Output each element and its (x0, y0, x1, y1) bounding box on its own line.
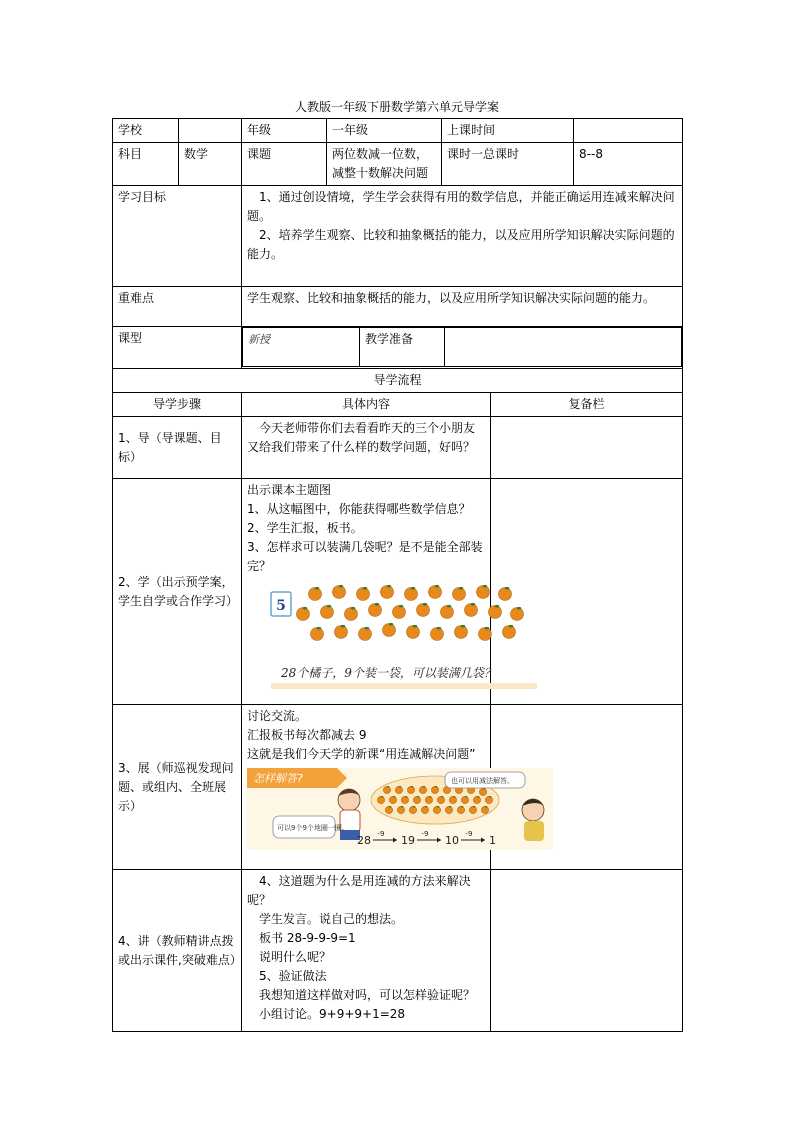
orange (473, 796, 480, 803)
class-time-label: 上课时间 (442, 119, 574, 143)
orange (297, 608, 310, 621)
step-name-2: 2、学（出示预学案，学生自学或合作学习） (113, 479, 242, 705)
goals-row (113, 186, 683, 287)
orange-leaf (495, 605, 500, 608)
orange (481, 806, 488, 813)
orange-group (297, 585, 524, 641)
orange (389, 796, 396, 803)
lesson-type-label: 课型 (113, 327, 242, 369)
step-2-line-4: 3、怎样求可以装满几袋呢？是不是能全部装完？ (247, 540, 483, 573)
orange (485, 796, 492, 803)
orange (461, 796, 468, 803)
orange-leaf (351, 607, 356, 610)
orange (499, 588, 512, 601)
notes-cell-1 (491, 417, 683, 479)
orange-leaf (429, 796, 432, 797)
orange (469, 806, 476, 813)
orange (377, 796, 384, 803)
step-row-3 (113, 705, 683, 870)
orange-leaf (363, 587, 368, 590)
orange-leaf (401, 806, 404, 807)
step-4-line-7: 小组讨论。9+9+9+1=28 (259, 1007, 406, 1021)
orange-leaf (465, 796, 468, 797)
lesson-plan-table (112, 118, 683, 1032)
orange-leaf (485, 627, 490, 630)
orange (449, 796, 456, 803)
orange-leaf (447, 605, 452, 608)
step-4-line-6: 我想知道这样做对吗，可以怎样验证呢？ (259, 988, 476, 1002)
orange-leaf (435, 786, 438, 787)
grade-label: 年级 (242, 119, 327, 143)
step-2-line-2: 1、从这幅图中，你能获得哪些数学信息？ (247, 502, 471, 516)
orange-leaf (399, 605, 404, 608)
orange (455, 626, 468, 639)
flow-title: 导学流程 (113, 369, 683, 393)
topic-label: 课题 (242, 143, 327, 186)
orange (409, 806, 416, 813)
orange-leaf (453, 796, 456, 797)
chain-number: 19 (401, 834, 415, 847)
orange (445, 806, 452, 813)
orange (369, 604, 382, 617)
orange (413, 796, 420, 803)
orange (345, 608, 358, 621)
orange (357, 588, 370, 601)
orange (431, 786, 438, 793)
col-step-header: 导学步骤 (113, 393, 242, 417)
step-2-line-1: 出示课本主题图 (247, 483, 332, 497)
orange (457, 806, 464, 813)
orange (405, 588, 418, 601)
step-name-4: 4、讲（教师精讲点拨或出示课件,突破难点） (113, 870, 242, 1032)
orange (393, 606, 406, 619)
orange (417, 604, 430, 617)
orange-leaf (423, 603, 428, 606)
orange-leaf (461, 625, 466, 628)
orange-leaf (389, 806, 392, 807)
goal-item-2: 2、培养学生观察、比较和抽象概括的能力，以及应用所学知识解决实际问题的能力。 (247, 228, 675, 261)
orange (441, 606, 454, 619)
orange-leaf (423, 786, 426, 787)
orange (383, 624, 396, 637)
orange-leaf (505, 587, 510, 590)
orange (395, 786, 402, 793)
orange-leaf (365, 627, 370, 630)
grade-value: 一年级 (327, 119, 442, 143)
step-4-line-4: 说明什么呢？ (259, 950, 332, 964)
chain-step-label: -9 (465, 830, 473, 838)
orange (511, 608, 524, 621)
lesson-type-value: 新授 (248, 333, 270, 346)
chain-step-label: -9 (421, 830, 429, 838)
difficulty-row (113, 287, 683, 327)
orange-leaf (459, 587, 464, 590)
orange-leaf (413, 625, 418, 628)
orange (383, 786, 390, 793)
orange-leaf (449, 806, 452, 807)
goals-label: 学习目标 (113, 186, 242, 287)
orange-leaf (471, 603, 476, 606)
orange-leaf (437, 806, 440, 807)
orange (433, 806, 440, 813)
orange (311, 628, 324, 641)
header-row-2 (113, 143, 683, 186)
orange-leaf (317, 627, 322, 630)
orange (429, 586, 442, 599)
orange-leaf (389, 623, 394, 626)
caption-underline (271, 683, 537, 689)
orange (489, 606, 502, 619)
boy-right-body (524, 821, 544, 841)
step-3-line-2: 汇报板书每次都减去 9 (247, 728, 367, 742)
orange-leaf (375, 603, 380, 606)
step-name-3: 3、展（师巡视发现问题、或组内、全班展示） (113, 705, 242, 870)
chain-number: 1 (489, 834, 496, 847)
document-title: 人教版一年级下册数学第六单元导学案 (294, 100, 499, 114)
lesson-number: 5 (276, 598, 286, 614)
period-value: 8--8 (574, 143, 683, 186)
subject-label: 科目 (113, 143, 179, 186)
orange (321, 606, 334, 619)
header-row-1 (113, 119, 683, 143)
notes-cell-2 (491, 479, 683, 705)
orange-leaf (425, 806, 428, 807)
orange (431, 628, 444, 641)
step-4-line-2: 学生发言。说自己的想法。 (259, 912, 404, 926)
orange (309, 588, 322, 601)
step-row-2 (113, 479, 683, 705)
orange (465, 604, 478, 617)
orange (407, 786, 414, 793)
orange-leaf (485, 806, 488, 807)
orange (453, 588, 466, 601)
col-notes-header: 复备栏 (491, 393, 683, 417)
bubble-left-text: 可以9个9个地圈一圈。 (277, 824, 349, 832)
orange-leaf (339, 585, 344, 588)
orange (359, 628, 372, 641)
orange-leaf (517, 607, 522, 610)
prep-label: 教学准备 (360, 328, 445, 367)
orange-leaf (413, 806, 416, 807)
step-name-1: 1、导（导课题、目标） (113, 417, 242, 479)
step-3-line-1: 讨论交流。 (247, 709, 308, 723)
orange-leaf (315, 587, 320, 590)
orange (401, 796, 408, 803)
chain-number: 28 (357, 834, 371, 847)
difficulty-text: 学生观察、比较和抽象概括的能力，以及应用所学知识解决实际问题的能力。 (242, 287, 683, 327)
orange-leaf (303, 607, 308, 610)
step-row-4 (113, 870, 683, 1032)
orange-leaf (387, 585, 392, 588)
orange-leaf (477, 796, 480, 797)
orange-leaf (327, 605, 332, 608)
step-4-line-1: 4、这道题为什么是用连减的方法来解决呢？ (247, 874, 471, 907)
flow-title-row (113, 369, 683, 393)
orange (397, 806, 404, 813)
chain-step-label: -9 (377, 830, 385, 838)
col-content-header: 具体内容 (242, 393, 491, 417)
step-2-line-3: 2、学生汇报，板书。 (247, 521, 363, 535)
orange-leaf (411, 587, 416, 590)
figure-caption: 28个橘子，9个装一袋，可以装满几袋？ (281, 666, 496, 680)
orange-leaf (437, 627, 442, 630)
banner-text: 怎样解答? (253, 772, 303, 785)
goal-item-1: 1、通过创设情境，学生学会获得有用的数学信息，并能正确运用连减来解决问题。 (247, 190, 675, 223)
orange-leaf (387, 786, 390, 787)
orange (419, 786, 426, 793)
orange-leaf (399, 786, 402, 787)
step-3-line-3: 这就是我们今天学的新课“用连减解决问题” (247, 747, 476, 761)
orange (503, 626, 516, 639)
step-4-line-5: 5、验证做法 (259, 969, 327, 983)
notes-cell-4 (491, 870, 683, 1032)
school-label: 学校 (113, 119, 179, 143)
orange-leaf (393, 796, 396, 797)
goals-content (242, 186, 683, 287)
orange (335, 626, 348, 639)
orange-leaf (341, 625, 346, 628)
subject-value: 数学 (179, 143, 242, 186)
orange (333, 586, 346, 599)
step-1-line-1: 今天老师带你们去看看昨天的三个小朋友又给我们带来了什么样的数学问题，好吗？ (247, 421, 476, 454)
bubble-right-text: 也可以用减法解答。 (451, 777, 514, 785)
orange (479, 788, 486, 795)
orange (385, 806, 392, 813)
chain-number: 10 (445, 834, 459, 847)
orange (407, 626, 420, 639)
orange (421, 806, 428, 813)
lesson-type-row (113, 327, 683, 369)
orange-leaf (381, 796, 384, 797)
topic-value: 两位数减一位数，减整十数解决问题 (327, 143, 442, 186)
orange-leaf (435, 585, 440, 588)
orange-leaf (417, 796, 420, 797)
orange-leaf (473, 806, 476, 807)
orange (381, 586, 394, 599)
orange (437, 796, 444, 803)
orange (479, 628, 492, 641)
school-value (179, 119, 242, 143)
orange-leaf (509, 625, 514, 628)
orange (425, 796, 432, 803)
orange-leaf (405, 796, 408, 797)
prep-value (445, 328, 682, 367)
step-row-1 (113, 417, 683, 479)
orange-leaf (489, 796, 492, 797)
difficulty-label: 重难点 (113, 287, 242, 327)
orange-leaf (461, 806, 464, 807)
class-time-value (574, 119, 683, 143)
orange-leaf (441, 796, 444, 797)
period-label: 课时一总课时 (442, 143, 574, 186)
orange (477, 586, 490, 599)
orange-leaf (411, 786, 414, 787)
subtraction-illustration (247, 768, 553, 850)
orange-leaf (483, 585, 488, 588)
step-4-line-3: 板书 28-9-9-9=1 (259, 931, 356, 945)
flow-header-row (113, 393, 683, 417)
